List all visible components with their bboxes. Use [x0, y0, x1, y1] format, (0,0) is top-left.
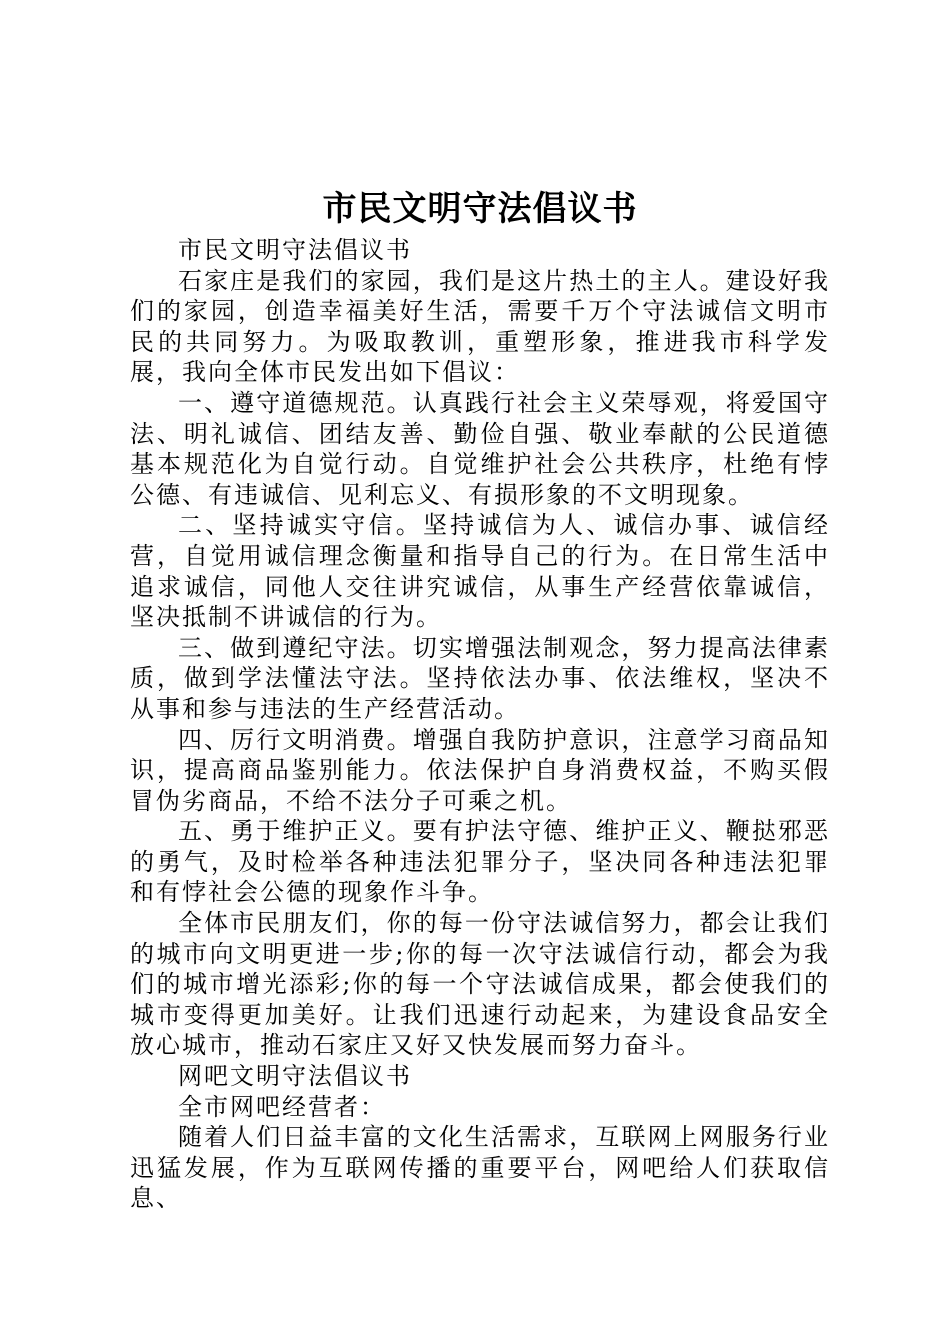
paragraph-item-1: 一、遵守道德规范。认真践行社会主义荣辱观，将爱国守法、明礼诚信、团结友善、勤俭自强、敬业奉献的公民道德基本规范化为自觉行动。自觉维护社会公共秩序，杜绝有悖公德、有违诚信、见利忘义、有损形象的不文明现象。 [130, 388, 830, 509]
paragraph-intro: 石家庄是我们的家园，我们是这片热土的主人。建设好我们的家园，创造幸福美好生活，需要千万个守法诚信文明市民的共同努力。为吸取教训，重塑形象，推进我市科学发展，我向全体市民发出如下倡议： [130, 266, 830, 387]
document-page [130, 185, 830, 1214]
paragraph-closing: 全体市民朋友们，你的每一份守法诚信努力，都会让我们的城市向文明更进一步;你的每一次守法诚信行动，都会为我们的城市增光添彩;你的每一个守法诚信成果，都会使我们的城市变得更加美好。让我们迅速行动起来，为建设食品安全放心城市，推动石家庄又好又快发展而努力奋斗。 [130, 909, 830, 1060]
paragraph-item-4: 四、厉行文明消费。增强自我防护意识，注意学习商品知识，提高商品鉴别能力。依法保护自身消费权益，不购买假冒伪劣商品，不给不法分子可乘之机。 [130, 725, 830, 815]
paragraph-subtitle: 市民文明守法倡议书 [178, 236, 412, 264]
paragraph-second-title: 网吧文明守法倡议书 [178, 1062, 412, 1091]
paragraph-continued: 随着人们日益丰富的文化生活需求，互联网上网服务行业迅猛发展，作为互联网传播的重要平台，网吧给人们获取信息、 [130, 1123, 830, 1213]
paragraph-item-2: 二、坚持诚实守信。坚持诚信为人、诚信办事、诚信经营，自觉用诚信理念衡量和指导自己的行为。在日常生活中追求诚信，同他人交往讲究诚信，从事生产经营依靠诚信，坚决抵制不讲诚信的行为。 [130, 511, 830, 632]
paragraph-salutation: 全市网吧经营者： [178, 1092, 386, 1121]
paragraph-item-5: 五、勇于维护正义。要有护法守德、维护正义、鞭挞邪恶的勇气，及时检举各种违法犯罪分子，坚决同各种违法犯罪和有悖社会公德的现象作斗争。 [130, 817, 830, 907]
paragraph-item-3: 三、做到遵纪守法。切实增强法制观念，努力提高法律素质，做到学法懂法守法。坚持依法办事、依法维权，坚决不从事和参与违法的生产经营活动。 [130, 633, 830, 723]
document-title: 市民文明守法倡议书 [322, 189, 638, 229]
